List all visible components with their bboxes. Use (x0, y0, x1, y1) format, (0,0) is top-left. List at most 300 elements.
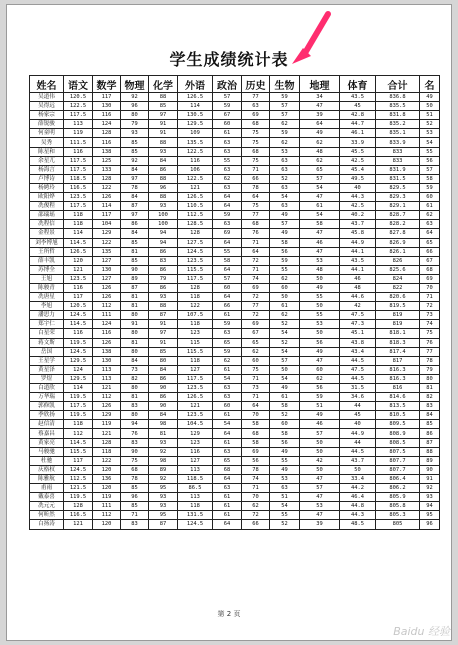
score-cell: 66 (242, 174, 270, 183)
score-cell: 33.9 (340, 138, 376, 147)
score-cell: 43.5 (340, 256, 376, 265)
score-cell: 820.6 (376, 293, 420, 302)
score-cell: 90 (121, 265, 149, 274)
score-cell: 129.5 (64, 374, 93, 383)
table-row (30, 156, 440, 165)
score-cell: 65 (213, 456, 242, 465)
score-cell: 123 (178, 438, 213, 447)
score-cell: 113 (93, 374, 121, 383)
score-cell: 63 (270, 183, 300, 192)
score-cell: 93 (149, 202, 178, 211)
student-name-cell: 何昕然 (30, 511, 64, 520)
student-name-cell: 陈雅航 (30, 474, 64, 483)
score-cell: 66 (213, 302, 242, 311)
score-cell: 92 (420, 484, 440, 493)
score-cell: 61 (213, 129, 242, 138)
score-cell: 40.2 (340, 211, 376, 220)
score-cell: 68 (213, 465, 242, 474)
student-name-cell: 李旭 (30, 302, 64, 311)
table-row (30, 411, 440, 420)
column-header: 姓名 (30, 76, 64, 93)
score-cell: 62 (270, 274, 300, 283)
score-cell: 47.5 (340, 365, 376, 374)
score-cell: 819 (376, 320, 420, 329)
score-cell: 39 (300, 520, 340, 529)
student-name-cell: 冼唐星 (30, 293, 64, 302)
score-cell: 81 (121, 293, 149, 302)
score-cell: 70 (420, 283, 440, 292)
student-name-cell: 苏博全 (30, 265, 64, 274)
score-cell: 64 (213, 238, 242, 247)
score-cell: 114.5 (64, 320, 93, 329)
score-cell: 84 (149, 365, 178, 374)
score-cell: 118 (64, 220, 93, 229)
score-cell: 119 (93, 493, 121, 502)
score-cell: 63 (213, 165, 242, 174)
spreadsheet-page (6, 4, 452, 641)
score-cell: 100 (149, 211, 178, 220)
score-cell: 106 (178, 165, 213, 174)
score-cell: 124 (93, 120, 121, 129)
score-cell: 117 (64, 293, 93, 302)
score-cell: 56 (420, 156, 440, 165)
score-cell: 104 (93, 220, 121, 229)
score-cell: 61 (213, 438, 242, 447)
score-cell: 49 (270, 229, 300, 238)
score-cell: 58 (270, 402, 300, 411)
score-cell: 136 (93, 474, 121, 483)
score-cell: 85 (149, 102, 178, 111)
student-name-cell: 杨娉玲 (30, 183, 64, 192)
score-cell: 115.5 (178, 347, 213, 356)
table-row (30, 465, 440, 474)
score-cell: 74 (242, 474, 270, 483)
score-cell: 814.6 (376, 393, 420, 402)
page-title: 学生成绩统计表 (169, 50, 289, 69)
score-cell: 69 (242, 111, 270, 120)
table-row (30, 520, 440, 529)
score-cell: 86 (149, 374, 178, 383)
student-name-cell: 陈骏青 (30, 283, 64, 292)
score-cell: 84 (121, 356, 149, 365)
score-cell: 61 (270, 393, 300, 402)
score-cell: 112 (93, 393, 121, 402)
score-cell: 55 (270, 511, 300, 520)
score-cell: 57 (270, 356, 300, 365)
score-cell: 835.5 (376, 102, 420, 111)
score-cell: 833 (376, 147, 420, 156)
score-cell: 57 (213, 274, 242, 283)
student-name-cell: 冼程信 (30, 220, 64, 229)
score-cell: 59 (300, 393, 340, 402)
score-cell: 78 (121, 183, 149, 192)
score-cell: 49 (300, 129, 340, 138)
score-cell: 44.5 (340, 356, 376, 365)
score-cell: 122 (93, 183, 121, 192)
score-cell: 128 (178, 283, 213, 292)
score-cell: 818.1 (376, 329, 420, 338)
table-row (30, 120, 440, 129)
score-cell: 71 (242, 393, 270, 402)
score-cell: 79 (149, 274, 178, 283)
score-cell: 49 (270, 211, 300, 220)
score-cell: 61 (213, 411, 242, 420)
score-cell: 76 (121, 429, 149, 438)
score-cell: 135 (93, 247, 121, 256)
score-cell: 61 (270, 302, 300, 311)
score-cell: 63 (213, 138, 242, 147)
score-cell: 128.5 (178, 220, 213, 229)
score-cell: 117.5 (178, 274, 213, 283)
score-cell: 112.5 (178, 211, 213, 220)
score-cell: 833 (376, 156, 420, 165)
score-cell: 817.4 (376, 347, 420, 356)
score-cell: 44.1 (340, 265, 376, 274)
score-cell: 60 (213, 120, 242, 129)
student-name-cell: 黄星泽 (30, 365, 64, 374)
score-cell: 122 (93, 238, 121, 247)
score-cell: 83 (121, 438, 149, 447)
score-cell: 826.1 (376, 247, 420, 256)
score-cell: 68 (242, 220, 270, 229)
score-cell: 71 (420, 293, 440, 302)
score-cell: 116.5 (64, 183, 93, 192)
score-cell: 46.1 (340, 129, 376, 138)
score-cell: 118 (178, 293, 213, 302)
student-name-cell: 季欣扬 (30, 411, 64, 420)
score-cell: 55 (213, 247, 242, 256)
score-cell: 62 (270, 120, 300, 129)
score-cell: 128 (93, 174, 121, 183)
student-name-cell: 白扬涛 (30, 520, 64, 529)
score-cell: 835.1 (376, 129, 420, 138)
score-cell: 133 (93, 165, 121, 174)
score-cell: 71 (242, 484, 270, 493)
score-cell: 807.7 (376, 456, 420, 465)
score-cell: 817 (376, 356, 420, 365)
score-cell: 805.9 (376, 493, 420, 502)
score-cell: 78 (242, 183, 270, 192)
score-cell: 122.5 (178, 147, 213, 156)
score-cell: 63 (270, 484, 300, 493)
score-cell: 63 (213, 147, 242, 156)
student-name-cell: 冼元元 (30, 502, 64, 511)
score-cell: 57 (300, 484, 340, 493)
score-cell: 122 (178, 302, 213, 311)
score-cell: 135.5 (178, 138, 213, 147)
score-cell: 85 (149, 347, 178, 356)
score-cell: 87 (121, 283, 149, 292)
student-name-cell: 蔡嘉昌 (30, 429, 64, 438)
score-cell: 64 (213, 193, 242, 202)
table-row (30, 293, 440, 302)
score-cell: 116 (64, 329, 93, 338)
score-cell: 46 (340, 274, 376, 283)
score-cell: 47 (300, 193, 340, 202)
score-cell: 44.5 (340, 374, 376, 383)
column-header: 地理 (300, 76, 340, 93)
score-cell: 72 (242, 293, 270, 302)
score-cell: 71 (242, 238, 270, 247)
score-cell: 74 (420, 320, 440, 329)
table-row (30, 256, 440, 265)
score-cell: 81 (121, 247, 149, 256)
score-cell: 80 (121, 347, 149, 356)
score-cell: 91 (121, 320, 149, 329)
score-cell: 63 (242, 102, 270, 111)
score-cell: 60 (213, 283, 242, 292)
table-row (30, 320, 440, 329)
score-cell: 70 (242, 411, 270, 420)
score-cell: 72 (242, 311, 270, 320)
score-cell: 816.3 (376, 374, 420, 383)
student-name-cell: 郑宇仁 (30, 320, 64, 329)
table-row (30, 238, 440, 247)
score-cell: 58 (300, 220, 340, 229)
score-cell: 96 (121, 493, 149, 502)
score-cell: 62 (242, 347, 270, 356)
score-cell: 124.5 (64, 347, 93, 356)
score-cell: 80 (121, 384, 149, 393)
student-name-cell: 王旭 (30, 274, 64, 283)
student-name-cell: 罗煜 (30, 374, 64, 383)
score-cell: 816.3 (376, 365, 420, 374)
score-cell: 60 (300, 365, 340, 374)
score-cell: 52 (270, 411, 300, 420)
score-cell: 130 (93, 102, 121, 111)
score-cell: 55 (300, 311, 340, 320)
score-cell: 129.5 (178, 120, 213, 129)
score-cell: 122.5 (178, 174, 213, 183)
score-cell: 79 (121, 120, 149, 129)
score-cell: 54 (213, 374, 242, 383)
score-cell: 120.5 (64, 302, 93, 311)
score-cell: 65 (242, 338, 270, 347)
score-cell: 128 (93, 129, 121, 138)
column-header: 历史 (242, 76, 270, 93)
score-cell: 61 (213, 511, 242, 520)
column-header: 合计 (376, 76, 420, 93)
table-row (30, 502, 440, 511)
score-cell: 50 (340, 465, 376, 474)
score-cell: 76 (242, 229, 270, 238)
score-cell: 119.5 (64, 411, 93, 420)
student-name-cell: 庆格权 (30, 465, 64, 474)
score-cell: 75 (420, 329, 440, 338)
score-cell: 117.5 (64, 165, 93, 174)
score-cell: 831.8 (376, 111, 420, 120)
score-cell: 82 (121, 374, 149, 383)
score-cell: 808.5 (376, 438, 420, 447)
score-cell: 49 (300, 347, 340, 356)
score-cell: 63 (213, 393, 242, 402)
table-row (30, 220, 440, 229)
score-cell: 138 (93, 147, 121, 156)
score-cell: 85 (121, 484, 149, 493)
score-cell: 84 (121, 193, 149, 202)
score-cell: 813.5 (376, 402, 420, 411)
score-cell: 126.5 (64, 247, 93, 256)
score-cell: 97 (149, 111, 178, 120)
student-name-cell: 邵瑞瑶 (30, 211, 64, 220)
score-cell: 50 (300, 274, 340, 283)
score-cell: 70 (242, 493, 270, 502)
score-cell: 98 (149, 456, 178, 465)
student-name-cell: 吴道伟 (30, 93, 64, 102)
score-cell: 46 (300, 238, 340, 247)
score-cell: 44.9 (340, 238, 376, 247)
score-cell: 113 (93, 365, 121, 374)
score-cell: 61 (420, 202, 440, 211)
table-row (30, 202, 440, 211)
score-cell: 53 (300, 320, 340, 329)
score-cell: 69 (420, 274, 440, 283)
score-cell: 114 (64, 229, 93, 238)
score-cell: 114 (178, 102, 213, 111)
student-name-cell: 戴泰喜 (30, 493, 64, 502)
score-cell: 53 (270, 147, 300, 156)
score-cell: 50 (300, 329, 340, 338)
score-cell: 117 (93, 211, 121, 220)
score-cell: 43.5 (340, 93, 376, 102)
score-cell: 67 (420, 256, 440, 265)
score-cell: 60 (270, 283, 300, 292)
score-cell: 68 (420, 265, 440, 274)
score-cell: 126 (93, 293, 121, 302)
score-cell: 47 (300, 356, 340, 365)
score-cell: 61 (300, 202, 340, 211)
score-cell: 119.5 (64, 338, 93, 347)
score-cell: 31.5 (340, 384, 376, 393)
score-cell: 111.5 (64, 138, 93, 147)
score-cell: 825.6 (376, 265, 420, 274)
score-cell: 819 (376, 311, 420, 320)
score-cell: 51 (270, 493, 300, 502)
score-cell: 120 (64, 256, 93, 265)
score-cell: 124.5 (178, 247, 213, 256)
score-cell: 55 (420, 147, 440, 156)
score-cell: 121 (178, 183, 213, 192)
score-cell: 123.5 (178, 256, 213, 265)
score-cell: 88 (420, 447, 440, 456)
score-cell: 44.3 (340, 193, 376, 202)
score-cell: 807.5 (376, 447, 420, 456)
score-cell: 69 (213, 229, 242, 238)
score-cell: 55 (270, 456, 300, 465)
score-cell: 138 (93, 347, 121, 356)
score-cell: 45.1 (340, 329, 376, 338)
score-cell: 115.5 (178, 265, 213, 274)
student-name-cell: 吴秀 (30, 138, 64, 147)
score-cell: 47 (300, 493, 340, 502)
student-name-cell: 杨家宗 (30, 111, 64, 120)
score-cell: 42.5 (340, 202, 376, 211)
score-cell: 64 (213, 520, 242, 529)
score-cell: 91 (149, 320, 178, 329)
table-row (30, 93, 440, 102)
score-cell: 90 (149, 384, 178, 393)
score-cell: 91 (149, 129, 178, 138)
score-cell: 39 (300, 111, 340, 120)
score-cell: 805.8 (376, 502, 420, 511)
score-cell: 88 (149, 93, 178, 102)
grades-table (29, 75, 440, 530)
score-cell: 128 (64, 502, 93, 511)
score-cell: 116 (178, 156, 213, 165)
score-cell: 86 (149, 393, 178, 402)
score-cell: 54 (300, 211, 340, 220)
score-cell: 56 (300, 338, 340, 347)
score-cell: 50 (300, 438, 340, 447)
score-cell: 116 (178, 447, 213, 456)
score-cell: 114.5 (64, 438, 93, 447)
table-row (30, 347, 440, 356)
score-cell: 84 (149, 411, 178, 420)
score-cell: 86.5 (178, 484, 213, 493)
score-cell: 77 (420, 347, 440, 356)
score-cell: 59 (420, 183, 440, 192)
score-cell: 126.5 (178, 93, 213, 102)
score-cell: 112 (64, 429, 93, 438)
score-cell: 810.5 (376, 411, 420, 420)
score-cell: 123.5 (178, 411, 213, 420)
score-cell: 54 (270, 193, 300, 202)
score-cell: 75 (242, 202, 270, 211)
score-cell: 50 (420, 102, 440, 111)
table-row (30, 493, 440, 502)
column-header: 化学 (149, 76, 178, 93)
score-cell: 116 (93, 111, 121, 120)
student-name-cell: 王所哲 (30, 247, 64, 256)
score-cell: 55 (213, 156, 242, 165)
score-cell: 87 (149, 520, 178, 529)
score-cell: 85 (121, 238, 149, 247)
score-cell: 50 (300, 447, 340, 456)
score-cell: 92 (149, 474, 178, 483)
score-cell: 63 (213, 329, 242, 338)
score-cell: 56 (300, 384, 340, 393)
score-cell: 831.9 (376, 165, 420, 174)
column-header: 外语 (178, 76, 213, 93)
score-cell: 45.8 (340, 229, 376, 238)
score-cell: 44.6 (340, 293, 376, 302)
table-row (30, 484, 440, 493)
score-cell: 65 (300, 165, 340, 174)
score-cell: 805.3 (376, 511, 420, 520)
score-cell: 819.5 (376, 302, 420, 311)
score-cell: 63 (213, 384, 242, 393)
score-cell: 117.5 (64, 111, 93, 120)
score-cell: 43.8 (340, 338, 376, 347)
score-cell: 48 (300, 265, 340, 274)
score-cell: 88 (149, 302, 178, 311)
table-row (30, 229, 440, 238)
score-cell: 60 (242, 356, 270, 365)
table-row (30, 356, 440, 365)
student-name-cell: 何童明 (30, 129, 64, 138)
score-cell: 129.5 (64, 356, 93, 365)
score-cell: 58 (270, 238, 300, 247)
score-cell: 123.5 (64, 274, 93, 283)
score-cell: 44.7 (340, 120, 376, 129)
score-cell: 49 (300, 411, 340, 420)
score-cell: 89 (121, 274, 149, 283)
score-cell: 49 (270, 465, 300, 474)
score-cell: 64 (213, 474, 242, 483)
score-cell: 57 (270, 102, 300, 111)
score-cell: 50 (270, 365, 300, 374)
score-cell: 117.5 (64, 402, 93, 411)
